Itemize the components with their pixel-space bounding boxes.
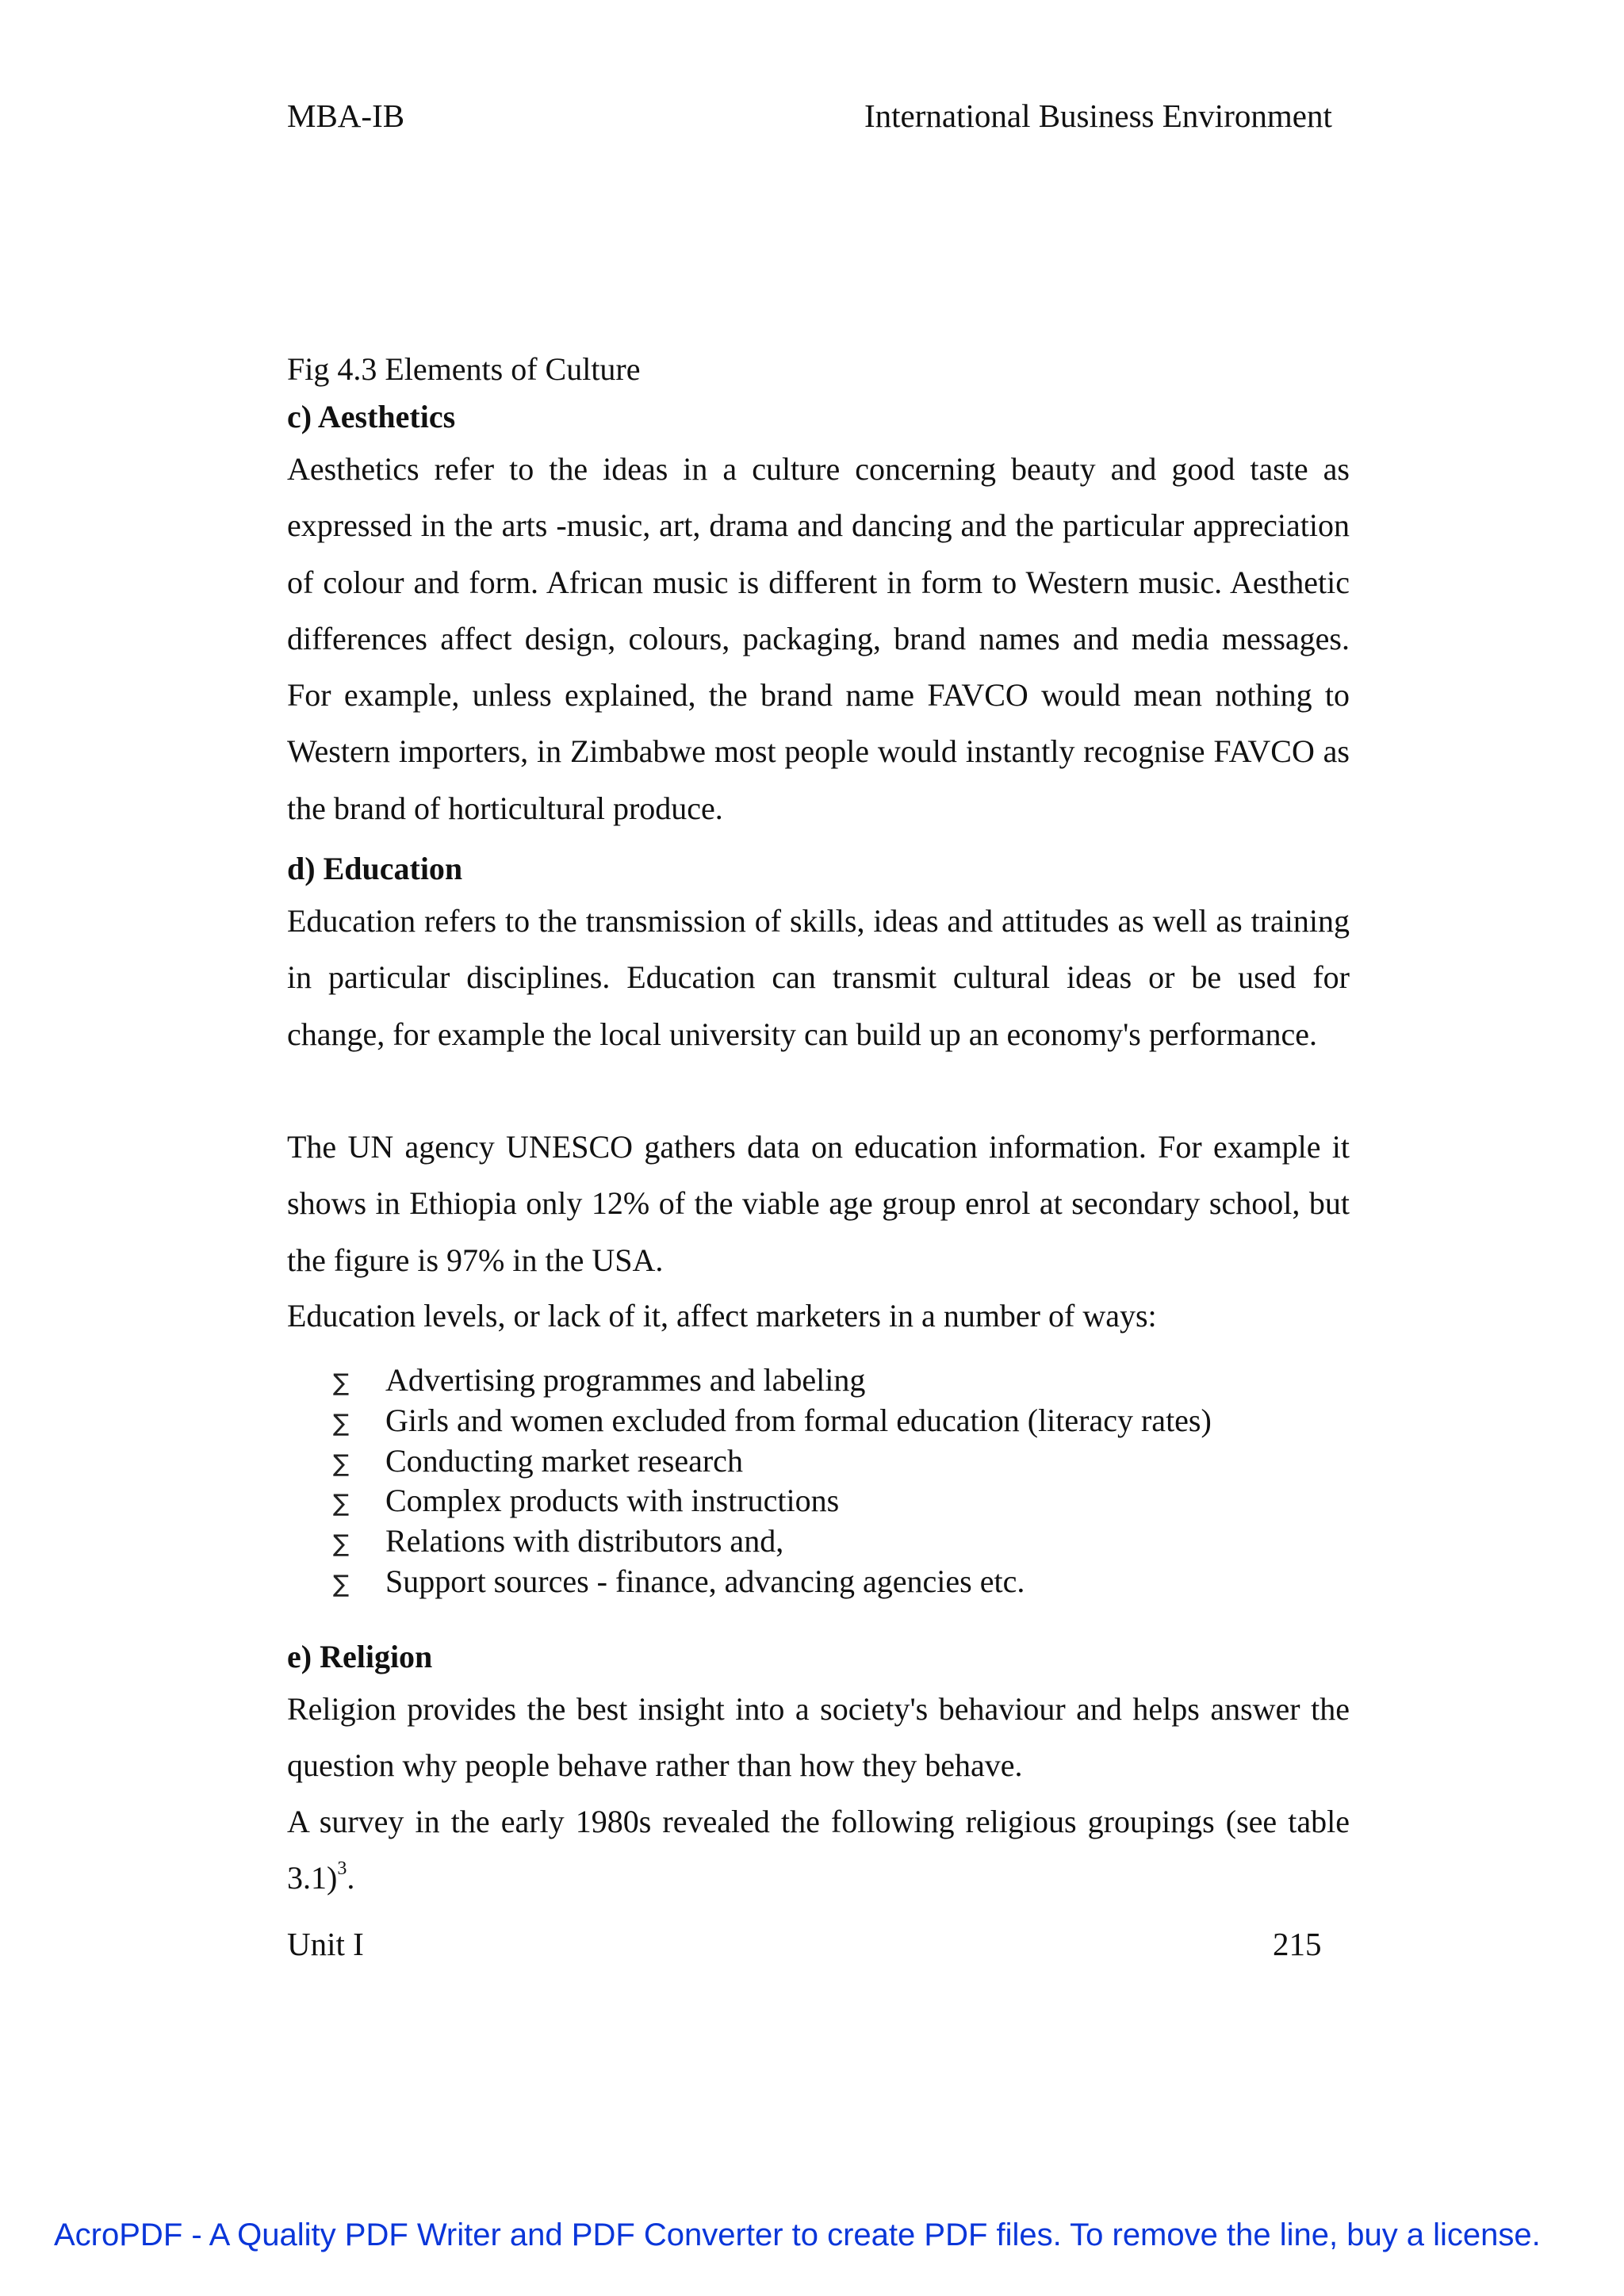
religion-text: A survey in the early 1980s revealed the following religious groupings (see table 3.1) xyxy=(287,1804,1350,1896)
list-item-text: Complex products with instructions xyxy=(385,1483,840,1519)
heading-education: d) Education xyxy=(287,851,463,886)
list-item-text: Advertising programmes and labeling xyxy=(385,1362,866,1398)
paragraph-education-2: The UN agency UNESCO gathers data on education information. For example it shows in Ethiopia only 12% of the viable age group enrol at secondary school, but the figure is 97% in the USA. xyxy=(287,1129,1350,1278)
list-item xyxy=(333,1441,1364,1482)
list-item-text: Girls and women excluded from formal education (literacy rates) xyxy=(385,1402,1212,1438)
paragraph-religion-2 xyxy=(287,1793,1350,1907)
list-item-text: Relations with distributors and, xyxy=(385,1523,784,1559)
list-item xyxy=(333,1521,1364,1562)
list-item xyxy=(333,1360,1364,1401)
list-item-text: Support sources - finance, advancing agencies etc. xyxy=(385,1563,1025,1599)
list-item xyxy=(333,1401,1364,1441)
paragraph-religion-1: Religion provides the best insight into a society's behaviour and helps answer the question why people behave rather than how they behave. xyxy=(287,1691,1350,1784)
bullet-symbol: ∑ xyxy=(333,1570,350,1598)
footnote-reference: 3 xyxy=(337,1858,347,1880)
page-number: 215 xyxy=(1273,1926,1322,1962)
list-item-text: Conducting market research xyxy=(385,1442,743,1479)
education-bullet-list xyxy=(333,1360,1364,1602)
paragraph-education-1: Education refers to the transmission of skills, ideas and attitudes as well as training in particular disciplines. Education can transmit cultural ideas or be used for change, for example the local university can build up an economy's performance. xyxy=(287,903,1350,1052)
heading-religion: e) Religion xyxy=(287,1639,433,1674)
paragraph-aesthetics: Aesthetics refer to the ideas in a culture concerning beauty and good taste as expressed in the arts -music, art, drama and dancing and the particular appreciation of colour and form. African music is different in form to Western music. Aesthetic differences affect design, colours, packaging, brand names and media messages. For example, unless explained, the brand name FAVCO would mean nothing to Western importers, in Zimbabwe most people would instantly recognise FAVCO as the brand of horticultural produce. xyxy=(287,451,1350,826)
running-header-left: MBA-IB xyxy=(287,98,405,134)
bullet-symbol: ∑ xyxy=(333,1409,350,1437)
acropdf-banner: AcroPDF - A Quality PDF Writer and PDF Converter to create PDF files. To remove the line, buy a license. xyxy=(54,2218,1541,2252)
footer-unit: Unit I xyxy=(287,1926,364,1962)
running-header-right: International Business Environment xyxy=(864,98,1332,134)
bullet-symbol: ∑ xyxy=(333,1530,350,1559)
bullet-symbol: ∑ xyxy=(333,1449,350,1478)
bullet-symbol: ∑ xyxy=(333,1369,350,1397)
heading-aesthetics: c) Aesthetics xyxy=(287,399,456,434)
list-item xyxy=(333,1481,1364,1521)
bullet-symbol: ∑ xyxy=(333,1490,350,1518)
list-item xyxy=(333,1562,1364,1602)
figure-caption: Fig 4.3 Elements of Culture xyxy=(287,351,641,387)
paragraph-education-3: Education levels, or lack of it, affect marketers in a number of ways: xyxy=(287,1298,1157,1334)
religion-text-end: . xyxy=(347,1860,355,1896)
